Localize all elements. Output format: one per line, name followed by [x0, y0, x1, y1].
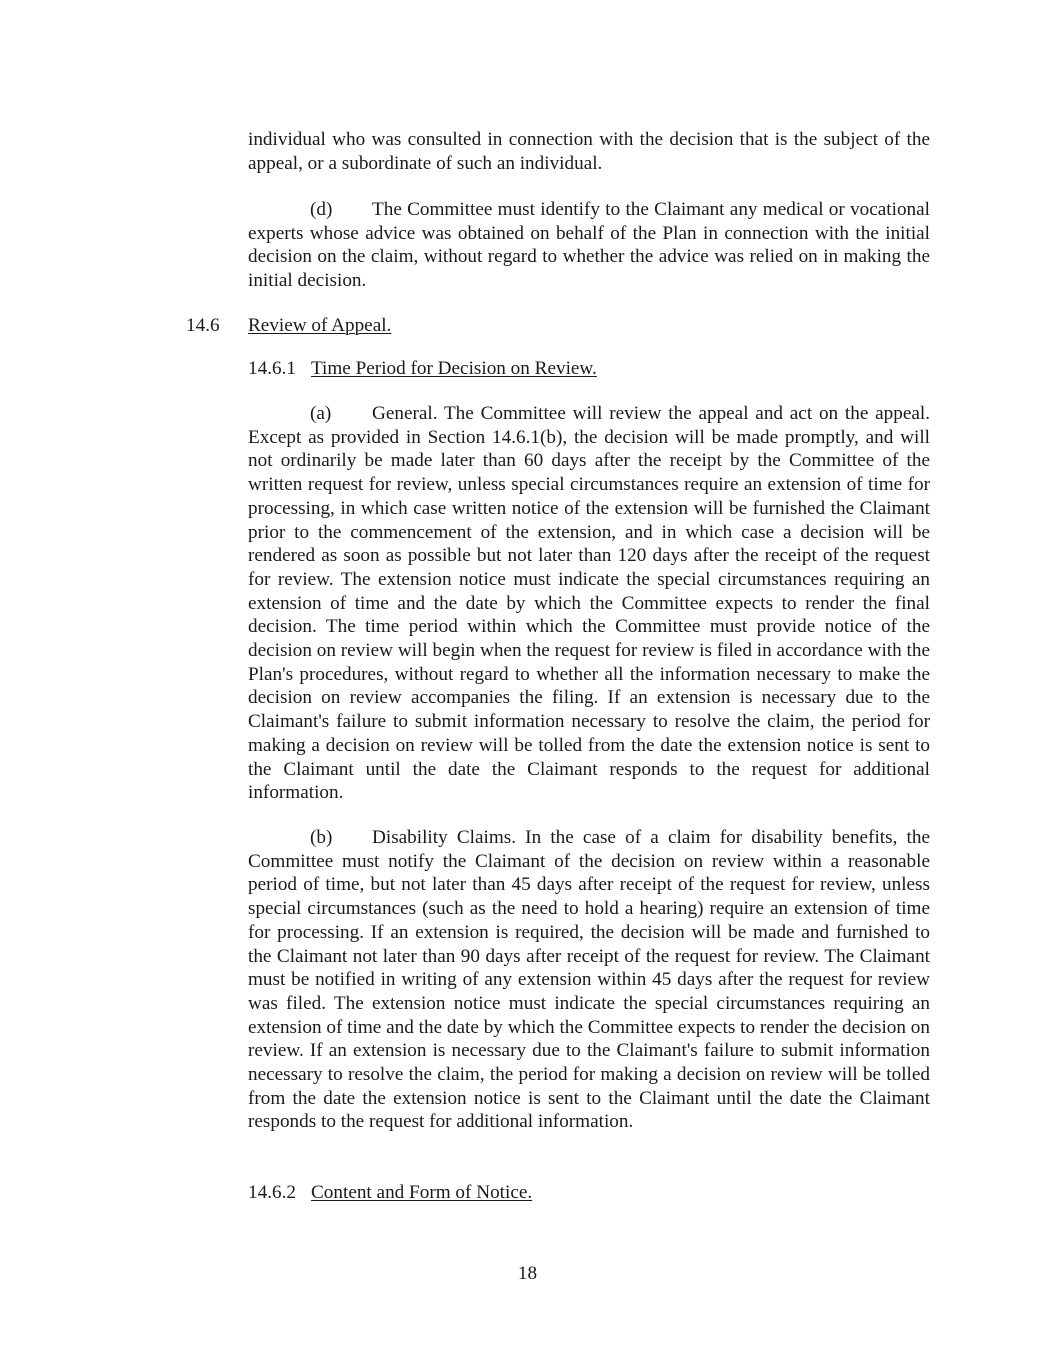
section-14-6-2-number: 14.6.2	[248, 1182, 296, 1203]
page-number: 18	[517, 1263, 538, 1284]
paragraph-continuation	[248, 128, 930, 175]
paragraph-a	[248, 402, 930, 805]
paragraph-continuation-text: individual who was consulted in connection with the decision that is the subject of the appeal, or a subordinate of such an individual.	[248, 129, 930, 174]
section-14-6-title: Review of Appeal.	[248, 315, 392, 336]
section-14-6-2-title: Content and Form of Notice.	[311, 1182, 533, 1203]
paragraph-b-label: (b)	[310, 827, 333, 848]
paragraph-d	[248, 198, 930, 293]
section-14-6-2-heading	[248, 1181, 532, 1205]
paragraph-a-text: General. The Committee will review the appeal and act on the appeal. Except as provided in Section 14.6.1(b), the decision will be made promptly, and will not ordinarily be made later than 60 days after the receipt by the Committee of the written request for review, unless special circumstances require an extension of time for processing, in which case written notice of the extension will be furnished the Claimant prior to the commencement of the extension, and in which case a decision will be rendered as soon as possible but not later than 120 days after the receipt of the request for review. The extension notice must indicate the special circumstances requiring an extension of time and the date by which the Committee expects to render the final decision. The time period within which the Committee must provide notice of the decision on review will begin when the request for review is filed in accordance with the Plan's procedures, without regard to whether all the information necessary to make the decision on review accompanies the filing. If an extension is necessary due to the Claimant's failure to submit information necessary to resolve the claim, the period for making a decision on review will be tolled from the date the extension notice is sent to the Claimant until the date the Claimant responds to the request for additional information.	[248, 403, 930, 804]
paragraph-d-label: (d)	[310, 199, 333, 220]
paragraph-d-text: The Committee must identify to the Claimant any medical or vocational experts whose advice was obtained on behalf of the Plan in connection with the initial decision on the claim, without regard to whether the advice was relied on in making the initial decision.	[248, 199, 930, 292]
paragraph-a-label: (a)	[310, 403, 332, 424]
paragraph-b	[248, 826, 930, 1134]
section-14-6-1-number: 14.6.1	[248, 358, 296, 379]
section-14-6-1-title: Time Period for Decision on Review.	[311, 358, 597, 379]
section-14-6-number: 14.6	[186, 315, 220, 336]
section-14-6-1-heading	[248, 357, 597, 381]
section-14-6-heading	[186, 314, 391, 338]
paragraph-b-text: Disability Claims. In the case of a claim for disability benefits, the Committee must notify the Claimant of the decision on review within a reasonable period of time, but not later than 45 days after receipt of the request for review, unless special circumstances (such as the need to hold a hearing) require an extension of time for processing. If an extension is required, the decision will be made and furnished to the Claimant not later than 90 days after receipt of the request for review. The Claimant must be notified in writing of any extension within 45 days after the request for review was filed. The extension notice must indicate the special circumstances requiring an extension of time and the date by which the Committee expects to render the decision on review. If an extension is necessary due to the Claimant's failure to submit information necessary to resolve the claim, the period for making a decision on review will be tolled from the date the extension notice is sent to the Claimant until the date the Claimant responds to the request for additional information.	[248, 827, 930, 1133]
